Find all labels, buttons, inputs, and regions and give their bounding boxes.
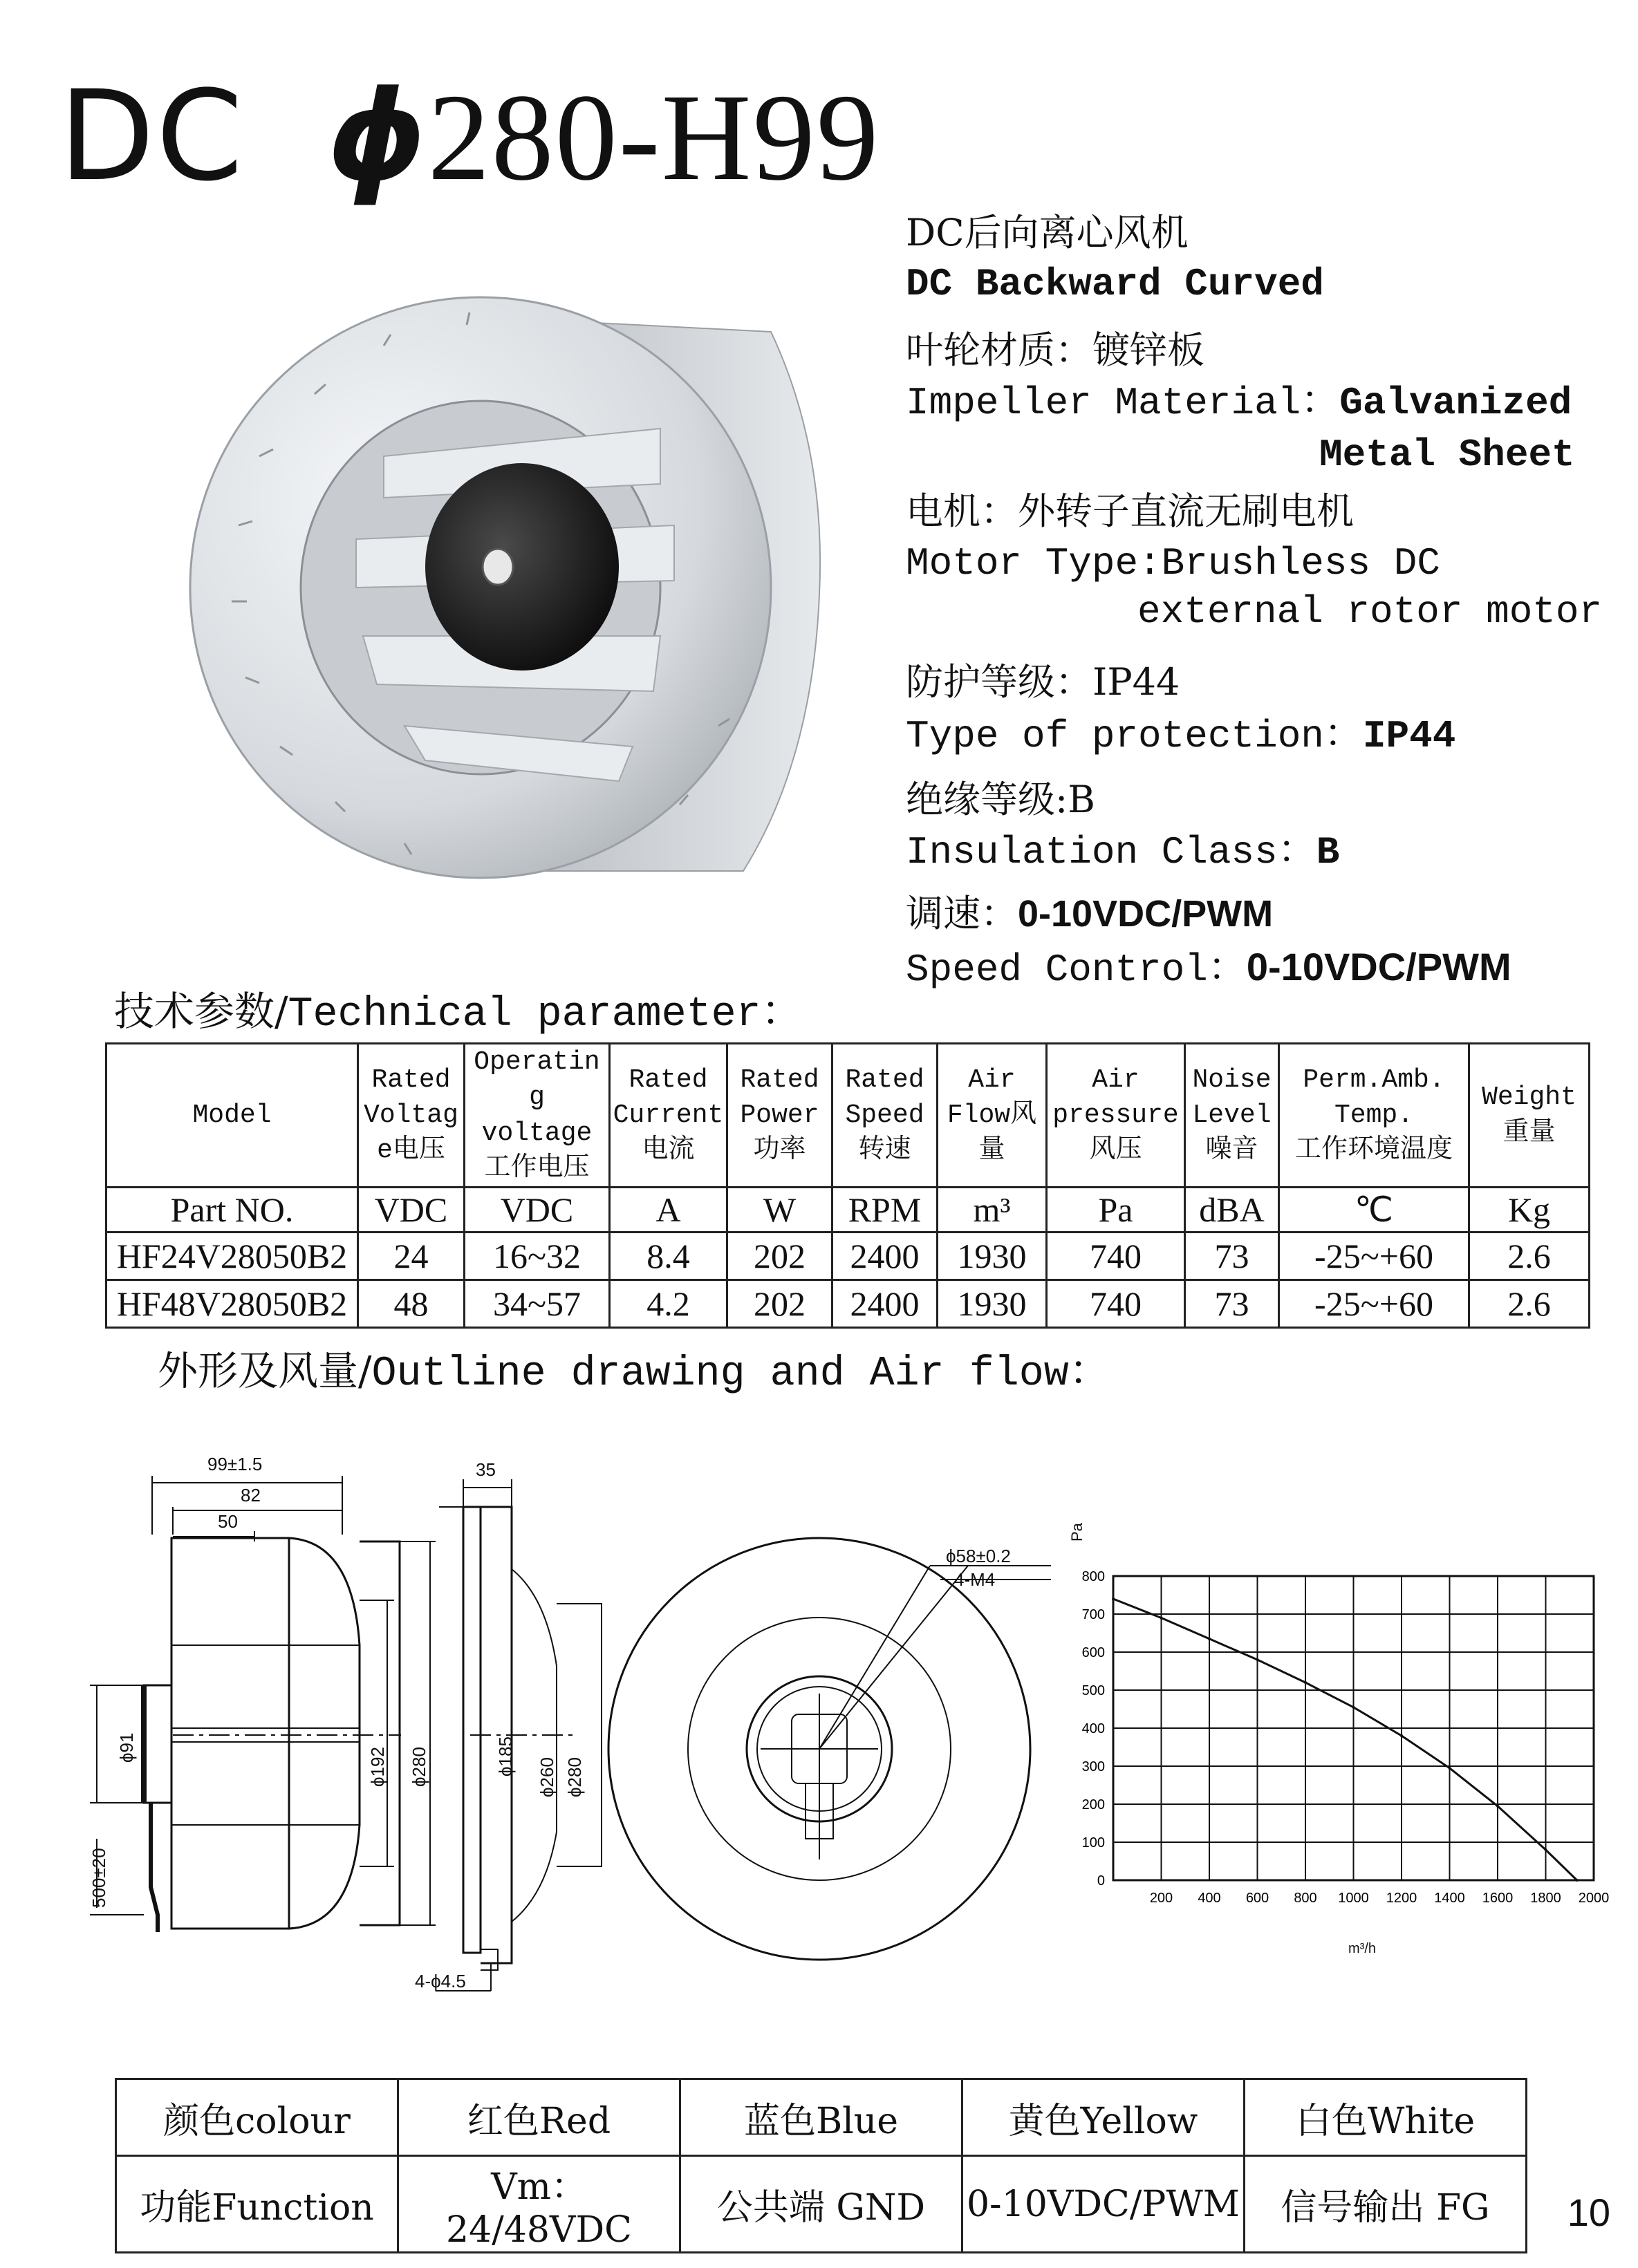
table-cell: 740 [1047,1280,1185,1328]
th-rated-current: Rated Current 电流 [610,1044,727,1188]
chart-y-tick-label: 600 [1081,1645,1105,1660]
front-view-drawing [608,1538,1051,1960]
wire-colour-table [115,2078,1527,2253]
table-row [106,1280,1590,1328]
dim-82: 82 [241,1485,261,1506]
table-cell: 4.2 [610,1280,727,1328]
fan-product-image [176,277,854,899]
protection-en-label: Type of protection： [906,714,1363,758]
impeller-en-label: Impeller Material： [906,381,1340,425]
protection-cn [906,660,1180,705]
th-air-pressure: Air pressure 风压 [1047,1044,1185,1188]
dim-phi185: ϕ185 [495,1736,516,1777]
table-cell: 24 [358,1233,465,1280]
table-cell: W [727,1188,832,1233]
page-title [59,64,880,209]
impeller-en-value-1: Galvanized [1339,381,1572,425]
insulation-cn-label: 绝缘等级: [906,778,1068,821]
title-prefix: DC [59,64,245,209]
th-noise-level: Noise Level 噪音 [1185,1044,1279,1188]
chart-point [1352,1706,1355,1709]
insulation-en-label: Insulation Class： [906,830,1316,874]
motor-cn [906,489,1354,534]
chart-y-tick-label: 400 [1081,1721,1105,1736]
speed-cn-label: 调速： [906,892,1018,935]
chart-point [1449,1767,1451,1770]
tech-section-heading [114,978,803,1038]
table-cell: 740 [1047,1233,1185,1280]
table-cell: 蓝色Blue [680,2079,962,2156]
dim-phi58: ϕ58±0.2 [946,1546,1011,1566]
th-model: Model [106,1044,358,1188]
table-cell: 48 [358,1280,465,1328]
dim-99: 99±1.5 [207,1454,263,1474]
chart-y-tick-label: 800 [1081,1569,1105,1584]
table-cell: dBA [1185,1188,1279,1233]
insulation-en [906,830,1339,876]
dim-m4: 4-M4 [954,1569,996,1590]
chart-xlabel: m³/h [1348,1941,1376,1956]
table-cell: -25~+60 [1279,1233,1469,1280]
th-temperature: Perm.Amb. Temp. 工作环境温度 [1279,1044,1469,1188]
table-cell: -25~+60 [1279,1280,1469,1328]
table-cell: 73 [1185,1280,1279,1328]
airflow-chart [1051,1521,1610,1963]
table-cell: 202 [727,1280,832,1328]
impeller-cn-value: 镀锌板 [1092,328,1204,372]
chart-point [1576,1879,1579,1882]
motor-en-value-2: external rotor motor [1137,590,1603,634]
motor-cn-value: 外转子直流无刷电机 [1018,489,1354,533]
chart-point [1400,1734,1403,1737]
table-cell: m³ [938,1188,1047,1233]
chart-x-tick-label: 1800 [1530,1891,1561,1906]
impeller-en [906,380,1572,427]
chart-y-tick-label: 0 [1097,1873,1105,1889]
table-cell: A [610,1188,727,1233]
th-rated-speed: Rated Speed 转速 [832,1044,938,1188]
chart-x-tick-label: 2000 [1578,1891,1610,1906]
table-row [116,2156,1527,2253]
flange-view-drawing [436,1479,602,1991]
chart-y-tick-label: 200 [1081,1797,1105,1812]
dim-500: 500±20 [89,1848,109,1908]
protection-cn-label: 防护等级： [906,660,1092,704]
table-cell: 2400 [832,1280,938,1328]
table-cell: HF24V28050B2 [106,1233,358,1280]
chart-y-tick-label: 300 [1081,1759,1105,1774]
speed-en-label: Speed Control： [906,948,1247,992]
table-cell: 2400 [832,1233,938,1280]
tech-table [105,1042,1590,1329]
chart-point [1112,1597,1115,1600]
table-cell: 颜色colour [116,2079,398,2156]
chart-point [1496,1805,1499,1808]
title-model: 280-H99 [427,68,880,206]
page-number: 10 [1567,2191,1610,2234]
dim-phi91: ϕ91 [116,1732,137,1763]
chart-x-tick-label: 800 [1294,1891,1317,1906]
outline-section-heading [158,1338,1110,1398]
speed-en [906,944,1511,993]
th-weight: Weight 重量 [1469,1044,1590,1188]
dim-phi280-flange: ϕ280 [564,1757,585,1797]
outline-heading-en: Outline drawing and Air flow： [371,1351,1110,1398]
th-rated-power: Rated Power 功率 [727,1044,832,1188]
speed-en-value: 0-10VDC/PWM [1246,945,1511,988]
side-view-drawing [90,1476,436,1932]
table-cell: 红色Red [398,2079,680,2156]
table-cell: Pa [1047,1188,1185,1233]
chart-x-tick-label: 200 [1149,1891,1173,1906]
chart-x-tick-label: 1000 [1338,1891,1369,1906]
table-cell: 202 [727,1233,832,1280]
table-cell: 2.6 [1469,1280,1590,1328]
table-cell: 16~32 [465,1233,610,1280]
protection-en-value: IP44 [1362,714,1456,758]
motor-cn-label: 电机： [906,489,1018,533]
dim-phi280-side: ϕ280 [409,1747,429,1787]
insulation-en-value: B [1316,830,1340,874]
chart-x-tick-label: 600 [1245,1891,1269,1906]
table-cell: Vm：24/48VDC [398,2156,680,2253]
chart-ylabel: Pa [1068,1523,1086,1541]
table-cell: 黄色Yellow [962,2079,1245,2156]
table-row [106,1233,1590,1280]
tech-table-unit-row [106,1188,1590,1233]
tech-table-header-row [106,1044,1590,1188]
table-cell: 2.6 [1469,1233,1590,1280]
speed-cn-value: 0-10VDC/PWM [1018,893,1274,935]
table-cell: VDC [358,1188,465,1233]
th-operating-voltage: Operatin g voltage 工作电压 [465,1044,610,1188]
table-cell: 73 [1185,1233,1279,1280]
motor-en-label: Motor Type: [906,541,1162,585]
dim-35: 35 [476,1459,496,1480]
th-rated-voltage: Rated Voltag e电压 [358,1044,465,1188]
chart-y-tick-label: 100 [1081,1835,1105,1850]
table-cell: 1930 [938,1280,1047,1328]
table-cell: Kg [1469,1188,1590,1233]
insulation-cn [906,778,1095,823]
chart-point [1256,1658,1259,1661]
th-air-flow: Air Flow风 量 [938,1044,1047,1188]
chart-point [1160,1617,1163,1620]
protection-cn-value: IP44 [1092,660,1180,704]
tech-heading-cn: 技术参数/ [114,988,288,1035]
table-cell: 白色White [1245,2079,1527,2156]
chart-points [1112,1597,1579,1882]
impeller-en-value-2: Metal Sheet [1319,433,1575,477]
chart-x-tick-label: 1600 [1482,1891,1514,1906]
chart-point [1208,1638,1211,1640]
impeller-cn [906,328,1204,373]
chart-point [1545,1848,1547,1851]
title-phi: ϕ [327,64,428,209]
dim-50: 50 [218,1511,238,1532]
dim-phi192: ϕ192 [367,1747,388,1787]
table-cell: 公共端 GND [680,2156,962,2253]
chart-y-tick-label: 500 [1081,1683,1105,1698]
table-cell: ℃ [1279,1188,1469,1233]
chart-point [1304,1681,1307,1684]
table-cell: 8.4 [610,1233,727,1280]
table-row [116,2079,1527,2156]
chart-series-line [1113,1599,1577,1880]
dim-phi260: ϕ260 [537,1757,557,1797]
outline-heading-cn: 外形及风量/ [158,1347,372,1394]
protection-en [906,713,1455,760]
table-cell: 信号输出 FG [1245,2156,1527,2253]
table-cell: Part NO. [106,1188,358,1233]
table-cell: 功能Function [116,2156,398,2253]
insulation-cn-value: B [1068,778,1095,821]
table-cell: 1930 [938,1233,1047,1280]
table-cell: HF48V28050B2 [106,1280,358,1328]
table-cell: 0-10VDC/PWM [962,2156,1245,2253]
motor-en [906,541,1440,587]
fan-type-cn: DC后向离心风机 [906,211,1189,254]
fan-type-en: DC Backward Curved [906,262,1324,306]
dim-holes: 4-ϕ4.5 [415,1971,466,1991]
chart-grid [1113,1576,1594,1880]
table-cell: VDC [465,1188,610,1233]
tech-heading-en: Technical parameter： [288,991,803,1038]
speed-cn [906,892,1273,937]
motor-en-value-1: Brushless DC [1161,541,1440,585]
chart-y-tick-label: 700 [1081,1607,1105,1622]
chart-x-tick-label: 400 [1198,1891,1221,1906]
chart-x-tick-label: 1200 [1386,1891,1417,1906]
outline-drawing [69,1438,1051,2005]
chart-x-tick-label: 1400 [1434,1891,1465,1906]
table-cell: RPM [832,1188,938,1233]
impeller-cn-label: 叶轮材质： [906,328,1092,372]
table-cell: 34~57 [465,1280,610,1328]
